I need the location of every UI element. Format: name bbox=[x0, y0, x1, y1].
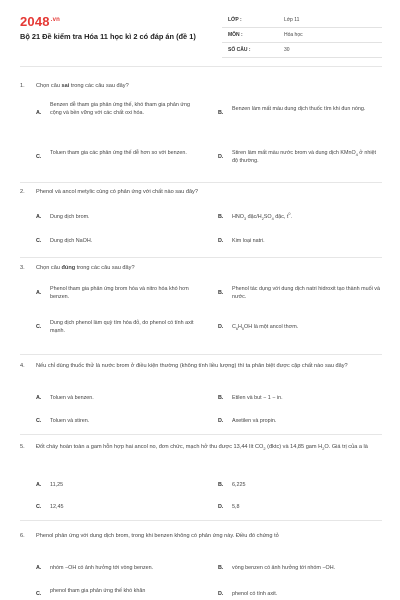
option-b[interactable]: B. vòng benzen có ảnh hưởng tới nhóm −OH. bbox=[218, 565, 336, 571]
info-row-count bbox=[222, 42, 382, 58]
question-6 bbox=[20, 532, 382, 600]
info-value: 30 bbox=[284, 47, 290, 53]
question-4 bbox=[20, 362, 382, 432]
question-text: Nếu chỉ dùng thuốc thử là nước brom ở điều kiện thường (không tính liều lượng) thì ta phân biệt được cặp chất nào sau đây? bbox=[36, 363, 348, 369]
question-divider bbox=[20, 434, 382, 435]
info-label: LỚP : bbox=[228, 17, 242, 23]
option-a[interactable]: A. Dung dịch brom. bbox=[36, 214, 90, 220]
option-a[interactable]: A. Toluen và benzen. bbox=[36, 395, 94, 401]
option-d[interactable]: D. Stiren làm mất màu nước brom và dung dịch KMnO$_4$ ở nhiệt độ thường. bbox=[218, 150, 377, 164]
option-d[interactable]: D. phenol có tính axit. bbox=[218, 591, 278, 597]
option-a[interactable]: A. Phenol tham gia phản ứng brom hóa và nitro hóa khó hơn benzen. bbox=[36, 286, 189, 300]
option-b[interactable]: B. $HNO_3$ đặc/$H_2SO_4$ đặc, $t^0$. bbox=[218, 212, 292, 222]
question-text: Chọn câu đúng trong các câu sau đây? bbox=[36, 265, 135, 271]
header-divider bbox=[20, 66, 382, 67]
question-5 bbox=[20, 443, 382, 515]
option-d[interactable]: D. Kim loại natri. bbox=[218, 238, 265, 244]
option-d[interactable]: D. $C_6H_5OH$ là một ancol thơm. bbox=[218, 324, 299, 332]
option-a[interactable]: A. Benzen dễ tham gia phản ứng thế, khó tham gia phản ứng cộng và bền vững với các chất oxi hóa. bbox=[36, 102, 190, 116]
option-b[interactable]: B. 6,225 bbox=[218, 482, 246, 488]
question-text: Chọn câu sai trong các câu sau đây? bbox=[36, 83, 129, 89]
site-logo[interactable]: $2048^{.vn}$ bbox=[20, 14, 61, 29]
question-divider bbox=[20, 182, 382, 183]
document-title: Bộ 21 Đề kiểm tra Hóa 11 học kì 2 có đáp án (đề 1) bbox=[20, 32, 196, 41]
question-number: 3. bbox=[20, 265, 25, 271]
option-c[interactable]: C. Toluen và stiren. bbox=[36, 418, 90, 424]
page-header bbox=[0, 0, 400, 62]
info-value: Hóa học bbox=[284, 32, 303, 38]
question-divider bbox=[20, 257, 382, 258]
question-2 bbox=[20, 188, 382, 252]
info-row-class bbox=[222, 12, 382, 28]
option-b[interactable]: B. Benzen làm mất màu dung dịch thuốc tím khi đun nóng. bbox=[218, 106, 366, 116]
question-1 bbox=[20, 82, 382, 177]
question-number: 1. bbox=[20, 83, 25, 89]
info-row-subject bbox=[222, 27, 382, 43]
option-b[interactable]: B. Phenol tác dụng với dung dịch natri hidroxit tạo thành muối và nước. bbox=[218, 286, 380, 300]
question-number: 2. bbox=[20, 189, 25, 195]
option-c[interactable]: C. phenol tham gia phản ứng thế khó khăn bbox=[36, 588, 146, 597]
option-d[interactable]: D. 5,8 bbox=[218, 504, 240, 510]
question-number: 6. bbox=[20, 533, 25, 539]
question-3 bbox=[20, 264, 382, 352]
info-label: MÔN : bbox=[228, 32, 243, 38]
info-label: SỐ CÂU : bbox=[228, 47, 251, 53]
question-text: Phenol phản ứng với dung dịch brom, trong khi benzen không có phản ứng này. Điều đó chứng tỏ bbox=[36, 533, 279, 539]
question-number: 5. bbox=[20, 444, 25, 450]
question-number: 4. bbox=[20, 363, 25, 369]
option-d[interactable]: D. Axetilen và propin. bbox=[218, 418, 277, 424]
question-text: Phenol và ancol metylic cùng có phản ứng với chất nào sau đây? bbox=[36, 189, 198, 195]
info-value: Lớp 11 bbox=[284, 17, 300, 23]
option-a[interactable]: A. 11,25 bbox=[36, 482, 64, 488]
option-c[interactable]: C. Toluen tham gia các phản ứng thế dễ hơn so với benzen. bbox=[36, 150, 187, 160]
option-a[interactable]: A. nhóm −OH có ảnh hưởng tới vòng benzen. bbox=[36, 565, 154, 571]
question-divider bbox=[20, 520, 382, 521]
option-c[interactable]: C. Dung dịch NaOH. bbox=[36, 238, 93, 244]
option-b[interactable]: B. Etilen và but − 1 − in. bbox=[218, 395, 283, 401]
option-c[interactable]: C. 12,45 bbox=[36, 504, 64, 510]
option-c[interactable]: C. Dung dịch phenol làm quỳ tím hóa đỏ, do phenol có tính axit mạnh. bbox=[36, 320, 194, 334]
question-divider bbox=[20, 354, 382, 355]
question-text: Đốt cháy hoàn toàn a gam hỗn hợp hai ancol no, đơn chức, mạch hở thu được 13,44 lít $CO_2$ (đktc) và 14,85 gam $H_2O$. Giá trị của a là bbox=[36, 444, 368, 452]
